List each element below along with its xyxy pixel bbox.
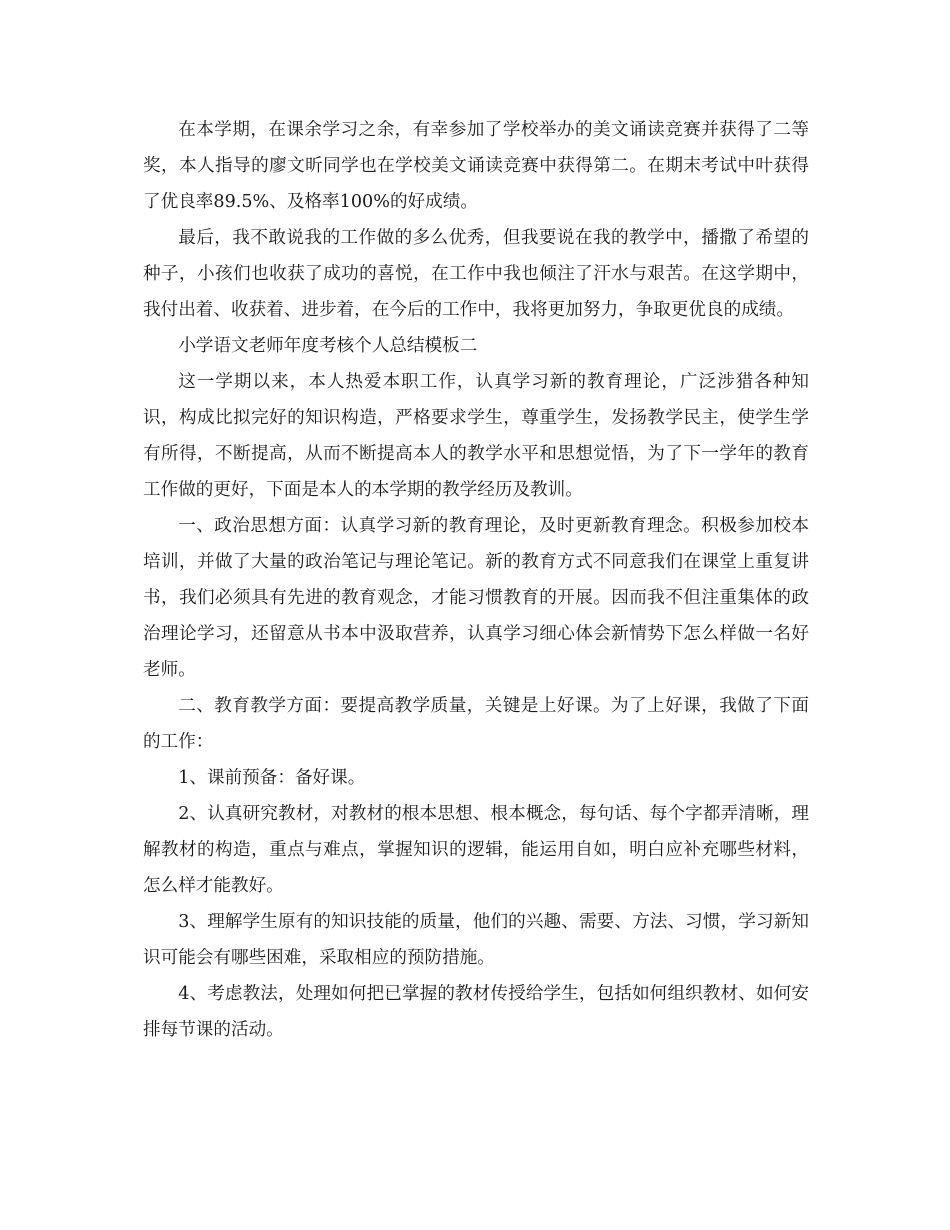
document-body bbox=[143, 112, 809, 1048]
section-title-template-two: 小学语文老师年度考核个人总结模板二 bbox=[178, 336, 478, 356]
paragraph-teaching-aspect: 二、教育教学方面：要提高教学质量，关键是上好课。为了上好课，我做了下面的工作： bbox=[143, 696, 809, 752]
list-item-lesson-prep: 1、课前预备：备好课。 bbox=[178, 768, 366, 788]
paragraph-political-thought: 一、政治思想方面：认真学习新的教育理论，及时更新教育理念。积极参加校本培训，并做了大量的政治笔记与理论笔记。新的教育方式不同意我们在课堂上重复讲书，我们必须具有先进的教育观念，才能习惯教育的开展。因而我不但注重集体的政治理论学习，还留意从书本中汲取营养，认真学习细心体会新情势下怎么样做一名好老师。 bbox=[143, 516, 809, 680]
list-item-understand-students: 3、理解学生原有的知识技能的质量，他们的兴趣、需要、方法、习惯，学习新知识可能会有哪些困难，采取相应的预防措施。 bbox=[143, 912, 809, 968]
paragraph-semester-intro: 这一学期以来，本人热爱本职工作，认真学习新的教育理论，广泛涉猎各种知识，构成比拟完好的知识构造，严格要求学生，尊重学生，发扬教学民主，使学生学有所得，不断提高，从而不断提高本人的教学水平和思想觉悟，为了下一学年的教育工作做的更好，下面是本人的本学期的教学经历及教训。 bbox=[143, 372, 809, 500]
list-item-study-materials: 2、认真研究教材，对教材的根本思想、根本概念，每句话、每个字都弄清晰，理解教材的构造，重点与难点，掌握知识的逻辑，能运用自如，明白应补充哪些材料，怎么样才能教好。 bbox=[143, 804, 809, 896]
paragraph-competition-award: 在本学期，在课余学习之余，有幸参加了学校举办的美文诵读竞赛并获得了二等奖，本人指导的廖文昕同学也在学校美文诵读竞赛中获得第二。在期末考试中叶获得了优良率89.5%、及格率100%的好成绩。 bbox=[143, 120, 809, 212]
paragraph-closing-remarks: 最后，我不敢说我的工作做的多么优秀，但我要说在我的教学中，播撒了希望的种子，小孩们也收获了成功的喜悦，在工作中我也倾注了汗水与艰苦。在这学期中，我付出着、收获着、进步着，在今后的工作中，我将更加努力，争取更优良的成绩。 bbox=[143, 228, 809, 320]
list-item-teaching-method: 4、考虑教法，处理如何把已掌握的教材传授给学生，包括如何组织教材、如何安排每节课的活动。 bbox=[143, 984, 809, 1040]
